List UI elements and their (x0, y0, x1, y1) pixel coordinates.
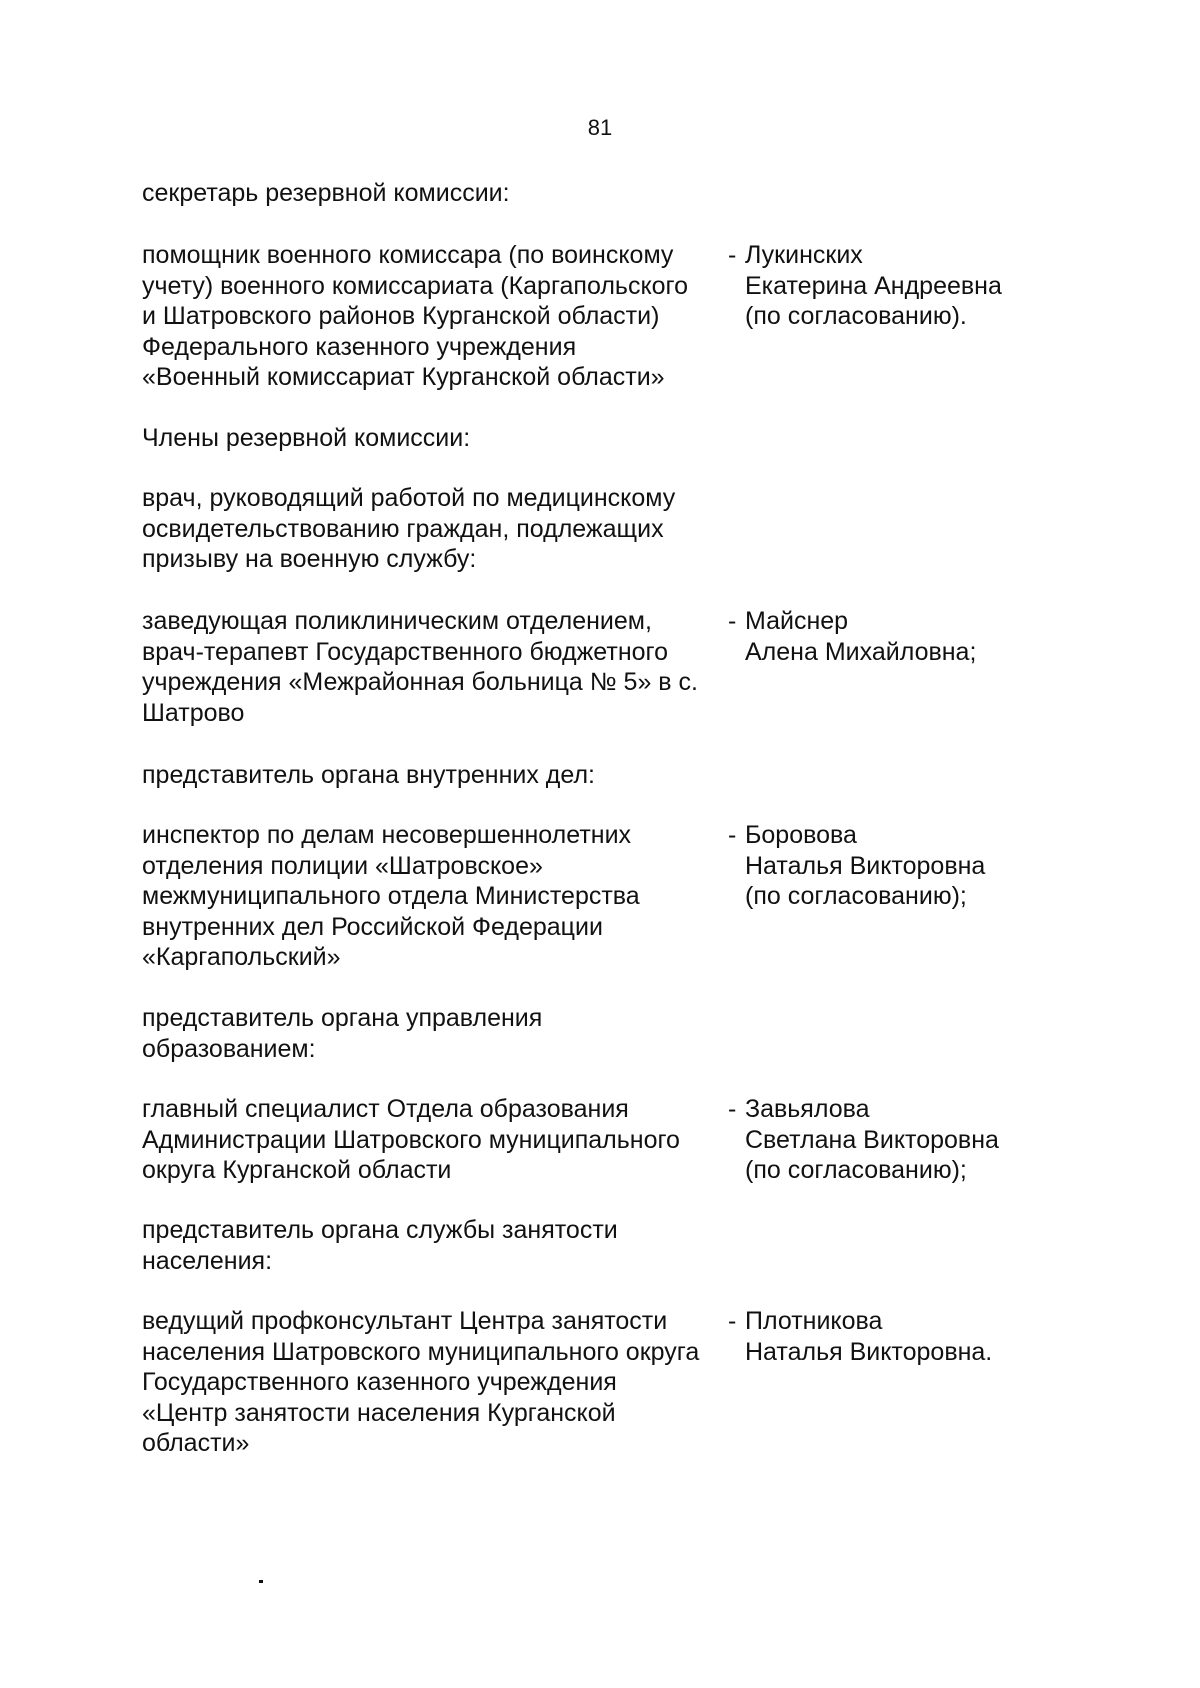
doctor-person: Майснер Алена Михайловна; (745, 607, 977, 666)
secretary-person: Лукинских Екатерина Андреевна (по согласованию). (745, 241, 1002, 330)
employment-dash: - (728, 1307, 737, 1335)
page-number: 81 (587, 115, 613, 140)
education-heading: представитель органа управления образованием: (142, 1004, 543, 1063)
education-person: Завьялова Светлана Викторовна (по согласованию); (745, 1095, 999, 1184)
police-dash: - (728, 821, 737, 849)
stray-mark (259, 1580, 263, 1583)
employment-heading: представитель органа службы занятости населения: (142, 1216, 618, 1275)
secretary-dash: - (728, 241, 737, 269)
education-position: главный специалист Отдела образования Администрации Шатровского муниципального округа Курганской области (142, 1095, 680, 1184)
employment-person: Плотникова Наталья Викторовна. (745, 1307, 993, 1366)
doctor-dash: - (728, 607, 737, 635)
secretary-position: помощник военного комиссара (по воинскому учету) военного комиссариата (Каргапольского и Шатровского районов Курганской области) Федерального казенного учреждения «Военный комиссариат Курганской области» (142, 241, 689, 391)
members-heading: Члены резервной комиссии: (142, 424, 471, 452)
police-position: инспектор по делам несовершеннолетних отделения полиции «Шатровское» межмуниципального отдела Министерства внутренних дел Российской Федерации «Каргапольский» (142, 821, 640, 971)
police-person: Боровова Наталья Викторовна (по согласованию); (745, 821, 986, 910)
employment-position: ведущий профконсультант Центра занятости населения Шатровского муниципального округа Государственного казенного учреждения «Центр занятости населения Курганской области» (142, 1307, 700, 1457)
police-heading: представитель органа внутренних дел: (142, 761, 596, 789)
doctor-position: заведующая поликлиническим отделением, врач-терапевт Государственного бюджетного учреждения «Межрайонная больница № 5» в с. Шатрово (142, 607, 698, 727)
doctor-heading: врач, руководящий работой по медицинскому освидетельствованию граждан, подлежащих призыву на военную службу: (142, 484, 676, 573)
secretary-heading: секретарь резервной комиссии: (142, 179, 510, 207)
education-dash: - (728, 1095, 737, 1123)
